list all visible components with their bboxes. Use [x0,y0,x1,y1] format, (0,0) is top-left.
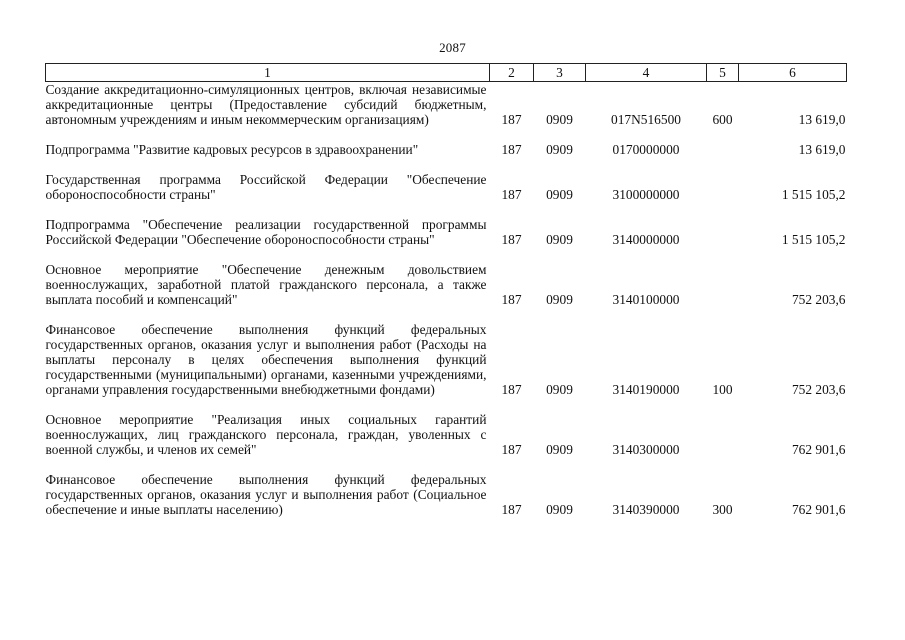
budget-table [45,63,847,517]
row-target-article: 3140390000 [612,502,680,517]
row-section-code: 0909 [546,187,573,202]
row-target-article: 3140300000 [612,442,680,457]
row-description: Подпрограмма "Развитие кадровых ресурсов в здравоохранении" [45,142,419,157]
table-row [46,412,847,457]
row-expense-type [707,217,739,247]
table-row [46,82,847,128]
row-amount: 752 203,6 [791,292,846,307]
row-target-article: 3140100000 [612,292,680,307]
row-ministry-code: 187 [501,292,522,307]
row-amount: 762 901,6 [791,502,846,517]
row-description: Создание аккредитационно-симуляционных центров, включая независимые аккредитационные центры (Предоставление субсидий бюджетным, автономным учреждениям и иным некоммерческим организациям) [45,82,487,127]
row-target-article: 017N516500 [611,112,681,127]
row-amount: 13 619,0 [798,112,846,127]
row-ministry-code: 187 [501,142,522,157]
row-amount: 762 901,6 [791,442,846,457]
page-number: 2087 [439,40,466,55]
row-section-code: 0909 [546,382,573,397]
row-expense-type: 100 [712,382,733,397]
row-expense-type [707,142,739,157]
row-ministry-code: 187 [501,502,522,517]
row-description: Подпрограмма "Обеспечение реализации государственной программы Российской Федерации "Обеспечение обороноспособности страны" [45,217,487,247]
column-header: 3 [534,64,586,82]
row-ministry-code: 187 [501,382,522,397]
row-amount: 1 515 105,2 [781,187,846,202]
column-header: 4 [586,64,707,82]
row-target-article: 3140190000 [612,382,680,397]
table-row [46,472,847,517]
row-section-code: 0909 [546,232,573,247]
row-target-article: 3140000000 [612,232,680,247]
table-row [46,217,847,247]
row-expense-type: 600 [712,112,733,127]
row-description: Финансовое обеспечение выполнения функций федеральных государственных органов, оказания услуг и выполнения работ (Расходы на выплаты персоналу в целях обеспечения выполнения функций государственными (муниципальными) органами, казенными учреждениями, органами управления государственными внебюджетными фондами) [45,322,487,397]
row-description: Государственная программа Российской Федерации "Обеспечение обороноспособности страны" [45,172,487,202]
table-row [46,142,847,157]
row-target-article: 3100000000 [612,187,680,202]
row-ministry-code: 187 [501,442,522,457]
row-ministry-code: 187 [501,232,522,247]
column-header: 6 [739,64,847,82]
row-description: Финансовое обеспечение выполнения функций федеральных государственных органов, оказания услуг и выполнения работ (Социальное обеспечение и иные выплаты населению) [45,472,487,517]
row-expense-type: 300 [712,502,733,517]
row-ministry-code: 187 [501,112,522,127]
table-header-row [46,64,847,82]
row-amount: 752 203,6 [791,382,846,397]
row-ministry-code: 187 [501,187,522,202]
row-description: Основное мероприятие "Обеспечение денежным довольствием военнослужащих, заработной платой гражданского персонала, а также выплата пособий и компенсаций" [45,262,487,307]
row-amount: 13 619,0 [798,142,846,157]
column-header: 5 [707,64,739,82]
row-expense-type [707,172,739,202]
row-target-article: 0170000000 [612,142,680,157]
column-header: 2 [490,64,534,82]
column-header: 1 [46,64,490,82]
table-row [46,322,847,397]
row-expense-type [707,412,739,457]
row-section-code: 0909 [546,112,573,127]
row-amount: 1 515 105,2 [781,232,846,247]
row-expense-type [707,262,739,307]
row-section-code: 0909 [546,142,573,157]
row-description: Основное мероприятие "Реализация иных социальных гарантий военнослужащих, лиц гражданского персонала, граждан, уволенных с военной службы, и членов их семей" [45,412,487,457]
row-section-code: 0909 [546,502,573,517]
table-row [46,172,847,202]
row-section-code: 0909 [546,292,573,307]
table-row [46,262,847,307]
row-section-code: 0909 [546,442,573,457]
